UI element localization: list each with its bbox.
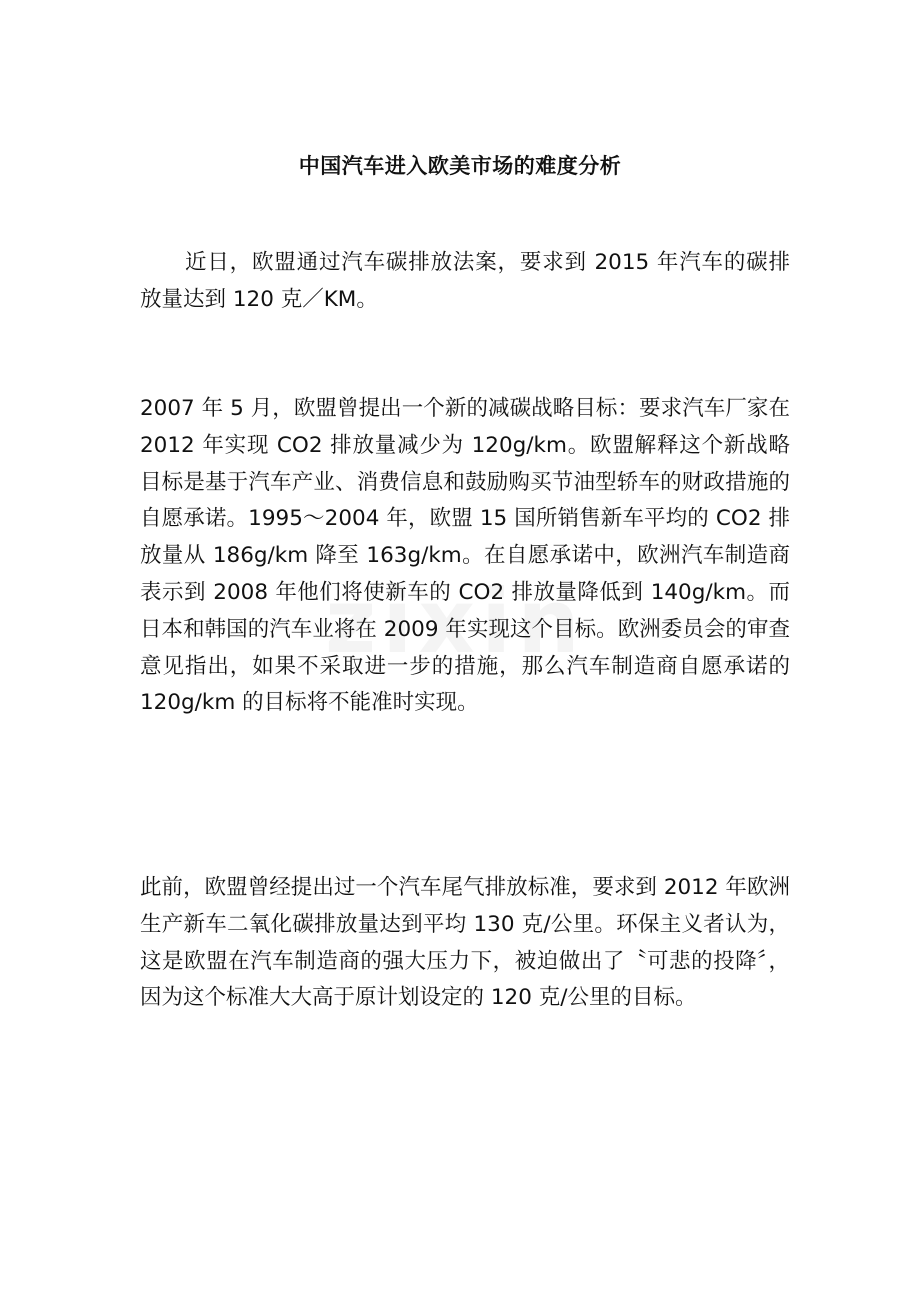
paragraph-3: 此前，欧盟曾经提出过一个汽车尾气排放标准，要求到 2012 年欧洲生产新车二氧化碳排放量达到平均 130 克/公里。环保主义者认为，这是欧盟在汽车制造商的强大压力下，被迫做出了〝可悲的投降〞，因为这个标准大大高于原计划设定的 120 克/公里的目标。 bbox=[140, 875, 790, 1011]
paragraph-1: 近日，欧盟通过汽车碳排放法案，要求到 2015 年汽车的碳排放量达到 120 克／KM。 bbox=[140, 250, 790, 312]
document-title: 中国汽车进入欧美市场的难度分析 bbox=[298, 154, 622, 178]
paragraph-2: 2007 年 5 月，欧盟曾提出一个新的减碳战略目标：要求汽车厂家在 2012 年实现 CO2 排放量减少为 120g/km。欧盟解释这个新战略目标是基于汽车产业、消费信息和鼓励购买节油型轿车的财政措施的自愿承诺。1995～2004 年，欧盟 15 国所销售新车平均的 CO2 排放量从 186g/km 降至 163g/km。在自愿承诺中，欧洲汽车制造商表示到 2008 年他们将使新车的 CO2 排放量降低到 140g/km。而日本和韩国的汽车业将在 2009 年实现这个目标。欧洲委员会的审查意见指出，如果不采取进一步的措施，那么汽车制造商自愿承诺的 120g/km 的目标将不能准时实现。 bbox=[140, 396, 790, 716]
